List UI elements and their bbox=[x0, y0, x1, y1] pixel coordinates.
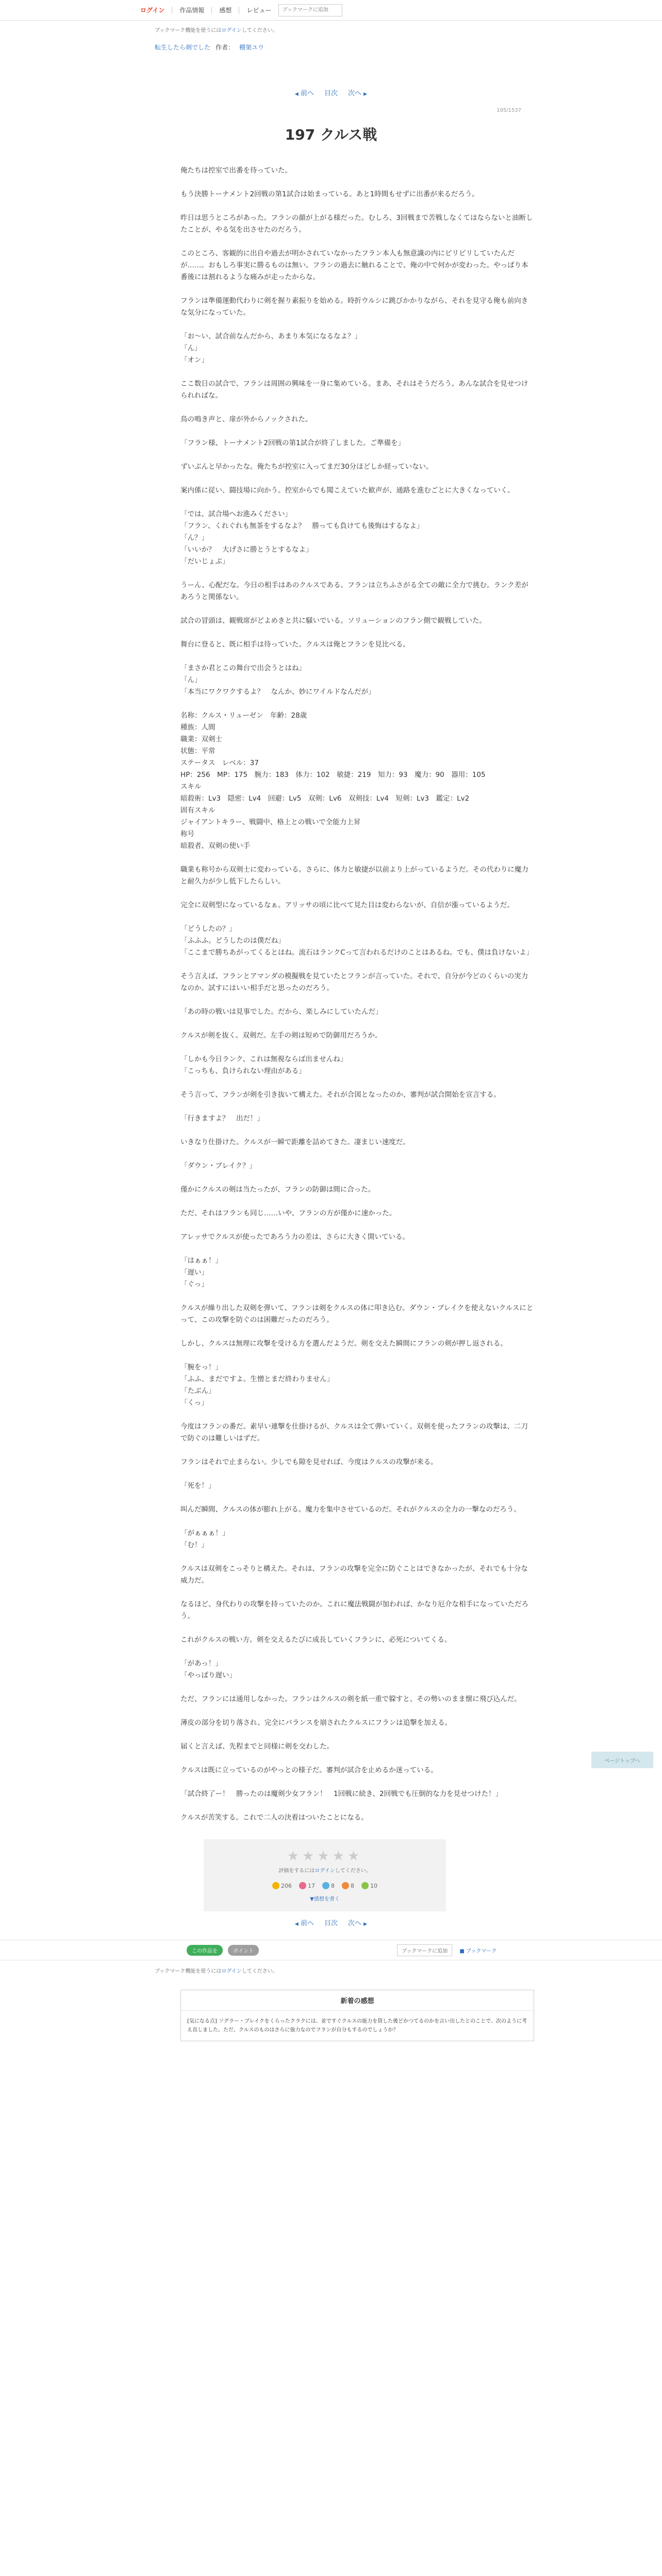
paragraph: 「行きますよ？ 出だ！」 bbox=[180, 1114, 264, 1123]
work-title-link[interactable]: 転生したら剣でした bbox=[155, 44, 211, 51]
paragraph: そう言えば、フランとアマンダの模擬戦を見ていたとフランが言っていた。それで、自分が今どのくらいの実力なのか、試すにはいい相手だと思ったのだろう。 bbox=[180, 972, 528, 992]
notice-prefix: ブックマーク機能を使うには bbox=[155, 28, 222, 33]
paragraph: 「フラン様、トーナメント2回戦の第1試合が終了しました。ご準備を」 bbox=[180, 439, 405, 447]
evaluation-login-link[interactable]: ログイン bbox=[315, 1868, 335, 1874]
chapter-pager-top bbox=[0, 88, 662, 97]
bookmark-link[interactable]: ■ ブックマーク bbox=[459, 1948, 497, 1954]
next-link[interactable]: 次へ ▶ bbox=[348, 90, 368, 97]
paragraph: 「まさか君とこの舞台で出会うとはね」 「ん」 「本当にワクワクするよ？ なんか、妙にワイルドなんだが」 bbox=[180, 664, 375, 696]
reaction-bar bbox=[204, 1882, 446, 1889]
evaluation-note bbox=[204, 1866, 446, 1874]
paragraph: 試合の冒頭は、観戦席がどよめきと共に騒いでいる。ソリューションのフラン側で観戦していた。 bbox=[180, 617, 487, 625]
paragraph: 「どうしたの？」 「ふふふ。どうしたのは僕だね」 「ここまで勝ちあがってくるとはね。流石はランクCって言われるだけのことはあるね。でも、僕は負けないよ」 bbox=[180, 925, 534, 957]
chevron-right-icon: ▶ bbox=[363, 1922, 368, 1927]
divider bbox=[211, 7, 212, 14]
notice-suffix: してください。 bbox=[241, 28, 278, 33]
laugh-icon bbox=[342, 1882, 349, 1889]
next-link[interactable]: 次へ ▶ bbox=[348, 1920, 368, 1927]
reaction-cry[interactable]: 8 bbox=[322, 1882, 335, 1889]
paragraph: このところ、客観的に出自や過去が明かされていなかったフラン本人も無意識の内にピリピリしていたんだが……。おもしろ事実に勝るものは無い。フランの過去に触れることで、俺の中で何かが変わった。やっぱり本番後には割れるような痛みが走ったからな。 bbox=[180, 249, 528, 281]
paragraph: 案内係に従い、闘技場に向かう。控室からでも聞こえていた歓声が、通路を進むごとに大きくなっていく。 bbox=[180, 486, 515, 495]
reaction-like[interactable]: 206 bbox=[272, 1882, 292, 1889]
paragraph: 完全に双剣型になっているなぁ。アリッサの頃に比べて見た目は変わらないが、自信が漲っているようだ。 bbox=[180, 901, 514, 909]
thumbs-up-icon bbox=[272, 1882, 279, 1889]
wow-icon bbox=[361, 1882, 369, 1889]
paragraph: 俺たちは控室で出番を待っていた。 bbox=[180, 166, 292, 175]
paragraph: そう言って、フランが剣を引き抜いて構えた。それが合図となったのか、審判が試合開始を宣言する。 bbox=[180, 1091, 501, 1099]
prev-link[interactable]: ◀ 前へ bbox=[294, 1920, 314, 1927]
novel-body bbox=[180, 165, 534, 1824]
bookmark-login-link[interactable]: ログイン bbox=[221, 1969, 242, 1974]
share-pill[interactable]: この作品を bbox=[187, 1945, 223, 1956]
note-suffix: してください。 bbox=[241, 1969, 278, 1974]
paragraph: 「お〜い、試合前なんだから、あまり本気になるなよ？」 「ん」 「オン」 bbox=[180, 332, 361, 364]
paragraph: 叫んだ瞬間、クルスの体が膨れ上がる。魔力を集中させているのだ。それがクルスの全力の一撃なのだろう。 bbox=[180, 1505, 521, 1514]
chapter-number: 195/1537 bbox=[496, 108, 521, 113]
notice-login-link[interactable]: ログイン bbox=[221, 28, 242, 33]
login-notice bbox=[0, 21, 662, 33]
paragraph: もう決勝トーナメント2回戦の第1試合は始まっている。あと1時間もせずに出番が来るだろう。 bbox=[180, 190, 479, 198]
paragraph: 「がぁぁぁ！」 「む！」 bbox=[180, 1529, 229, 1549]
paragraph: 薄皮の部分を切り落され、完全にバランスを崩されたクルスにフランは追撃を加える。 bbox=[180, 1719, 452, 1727]
paragraph: クルスは双剣をこっそりと構えた。それは、フランの攻撃を完全に防ぐことはできなかったが、それでも十分な威力だ。 bbox=[180, 1565, 528, 1585]
paragraph: 「ダウン・ブレイク？」 bbox=[180, 1162, 257, 1170]
prev-link[interactable]: ◀ 前へ bbox=[294, 90, 314, 97]
point-pill[interactable]: ポイント bbox=[228, 1945, 259, 1956]
note-prefix: ブックマーク機能を使うには bbox=[155, 1969, 222, 1974]
nav-reviews[interactable]: レビュー bbox=[246, 7, 272, 14]
paragraph: 「死を！」 bbox=[180, 1482, 216, 1490]
review-heading: 新着の感想 bbox=[181, 1990, 534, 2011]
chevron-left-icon: ◀ bbox=[294, 1922, 299, 1927]
note-prefix: 評価をするには bbox=[278, 1868, 315, 1874]
rating-stars[interactable]: ★★★★★ bbox=[287, 1849, 363, 1864]
paragraph: 「腕をっ！」 「ふふ、まだですよ。生憎とまだ終わりません」 「たぶん」 「くっ」 bbox=[180, 1363, 334, 1407]
paragraph: 「しかも今日ランク、これは無視ならば出ませんね」 「こっちも、負けられない理由がある」 bbox=[180, 1055, 347, 1075]
paragraph: 「では、試合場へお進みください」 「フラン、くれぐれも無茶をするなよ？ 勝っても負けても後悔はするなよ」 「ん？」 「いいか？ 大げさに勝とうとするなよ」 「だいじょぶ」 bbox=[180, 510, 424, 566]
note-suffix: してください。 bbox=[335, 1868, 371, 1874]
paragraph: うーん、心配だな。今日の相手はあのクルスである。フランは立ちふさがる全ての敵に全力で挑む。ランク差があろうと関係ない。 bbox=[180, 581, 528, 601]
toc-link[interactable]: 目次 bbox=[324, 90, 338, 97]
bookmark-icon: ■ bbox=[459, 1948, 465, 1954]
paragraph: クルスが繰り出した双剣を弾いて、フランは剣をクルスの体に叩き込む。ダウン・ブレイクを使えないクルスにとって、この攻撃を防ぐのは困難だったのだろう。 bbox=[180, 1304, 534, 1324]
paragraph: 「あの時の戦いは見事でした。だから、楽しみにしていたんだ」 bbox=[180, 1008, 383, 1016]
paragraph: 「があっ！」 「やっぱり遅い」 bbox=[180, 1659, 236, 1680]
page-top-button[interactable]: ページトップへ bbox=[591, 1752, 653, 1768]
paragraph: しかし、クルスは無理に攻撃を受ける方を選んだようだ。剣を交えた瞬間にフランの剣が押し返される。 bbox=[180, 1340, 507, 1348]
paragraph: クルスは既に立っているのがやっとの様子だ。審判が試合を止めるか迷っている。 bbox=[180, 1766, 438, 1774]
author-label: 作者： bbox=[216, 44, 235, 51]
bookmark-add-input[interactable] bbox=[278, 4, 342, 16]
paragraph: ただ、それはフランも同じ……いや、フランの方が僅かに速かった。 bbox=[180, 1209, 396, 1217]
paragraph: フランは準備運動代わりに剣を握り素振りを始める。時折ウルシに跳びかかりながら、それを見守る俺も前向きな気分になっていた。 bbox=[180, 297, 528, 317]
action-bar bbox=[0, 1940, 662, 1960]
paragraph: なるほど、身代わりの攻撃を持っていたのか。これに魔法戦闘が加われば、かなり厄介な相手になっていただろう。 bbox=[180, 1600, 528, 1620]
write-impression-link[interactable]: ▼感想を書く bbox=[310, 1896, 340, 1902]
reaction-wow[interactable]: 10 bbox=[361, 1882, 377, 1889]
bookmark-area bbox=[397, 1944, 496, 1956]
chapter-pager-bottom bbox=[0, 1918, 662, 1927]
cry-icon bbox=[322, 1882, 329, 1889]
paragraph: 鳥の鳴き声と、扉が外からノックされた。 bbox=[180, 415, 312, 423]
paragraph: アレッサでクルスが使ったであろう力の差は、さらに大きく開いている。 bbox=[180, 1233, 410, 1241]
paragraph: 僅かにクルスの剣は当たったが、フランの防御は間に合った。 bbox=[180, 1185, 375, 1194]
chevron-right-icon: ▶ bbox=[363, 92, 368, 97]
review-body: [気になる点] ソグラー・ブレイクをくらったクラクには、並ですぐクルスの能力を貸した後どかつてるのかを言い出したとのことで、次のように考え直しました。ただ、クルスのものはさらに強力なのでフランが自分もするのでしょうか？ bbox=[187, 2019, 527, 2033]
paragraph: 今度はフランの番だ。素早い連撃を仕掛けるが、クルスは全て弾いていく。双剣を使ったフランの攻撃は、二刀で防ぐのは難しいはずだ。 bbox=[180, 1422, 528, 1443]
toc-link[interactable]: 目次 bbox=[324, 1920, 338, 1927]
paragraph: 昨日は思うところがあった。フランの顔が上がる様だった。むしろ、3回戦まで苦戦しなくてはならないと油断したことが、やる気を出させたのだろう。 bbox=[180, 214, 533, 234]
bookmark-login-notice bbox=[0, 1960, 662, 1974]
paragraph: フランはそれで止まらない。少しでも隙を見せれば、今度はクルスの攻撃が来る。 bbox=[180, 1458, 438, 1466]
paragraph: クルスが苦笑する。これで二人の決着はついたことになる。 bbox=[180, 1814, 368, 1822]
paragraph: 「試合終了ー！ 勝ったのは魔剣少女フラン！ 1回戦に続き、2回戦でも圧倒的な力を見せつけた！」 bbox=[180, 1790, 503, 1798]
login-link[interactable]: ログイン bbox=[140, 7, 165, 14]
paragraph: いきなり仕掛けた。クルスが一瞬で距離を詰めてきた。凄まじい速度だ。 bbox=[180, 1138, 410, 1146]
chevron-left-icon: ◀ bbox=[294, 92, 299, 97]
paragraph: ずいぶんと早かったな。俺たちが控室に入ってまだ30分ほどしか経っていない。 bbox=[180, 463, 433, 471]
reaction-heart[interactable]: 17 bbox=[299, 1882, 315, 1889]
paragraph: 職業も称号から双剣士に変わっている。さらに、体力と敏捷が以前より上がっているようだ。その代わりに魔力と耐久力が少し低下したらしい。 bbox=[180, 866, 528, 886]
latest-review bbox=[180, 1990, 534, 2041]
paragraph: ここ数日の試合で、フランは周囲の興味を一身に集めている。まあ、それはそうだろう。あんな試合を見せつけられればな。 bbox=[180, 380, 528, 400]
paragraph: クルスが剣を抜く。双剣だ。左手の剣は短めで防御用だろうか。 bbox=[180, 1031, 382, 1040]
global-header bbox=[0, 0, 662, 21]
nav-work-info[interactable]: 作品情報 bbox=[179, 7, 205, 14]
status-block: 名称：クルス・リューゼン 年齢：28歳 種族：人間 職業：双剣士 状態：平常 ステータス レベル：37 HP：256 MP：175 腕力：183 体力：102 敏捷：219 知力：93 魔力：90 器用：105 スキル 暗殺術：Lv3 隠密：Lv4 回避：Lv5 双剣：Lv6 双剣技：Lv4 短剣：Lv3 鑑定：Lv2 固有スキル ジャイアントキラー、戦闘中、格上との戦いで全能力上昇 称号 暗殺者、双剣の使い手 bbox=[180, 711, 486, 850]
paragraph: 届くと言えば、先程までと同様に剣を交わした。 bbox=[180, 1742, 334, 1751]
bookmark-add-button[interactable]: ブックマークに追加 bbox=[397, 1944, 452, 1956]
chapter-title: 197 クルス戦 bbox=[285, 126, 377, 143]
paragraph: ただ、フランには通用しなかった。フランはクルスの剣を紙一重で躱すと、その勢いのまま懐に飛び込んだ。 bbox=[180, 1695, 521, 1703]
heart-icon bbox=[299, 1882, 306, 1889]
breadcrumb bbox=[0, 33, 662, 52]
evaluation-box bbox=[204, 1839, 446, 1911]
author-link[interactable]: 棚架ユウ bbox=[239, 44, 264, 51]
nav-impressions[interactable]: 感想 bbox=[219, 7, 232, 14]
paragraph: 舞台に登ると、既に相手は待っていた。クルスは俺とフランを見比べる。 bbox=[180, 640, 410, 649]
reaction-laugh[interactable]: 8 bbox=[342, 1882, 354, 1889]
paragraph: これがクルスの戦い方。剣を交えるたびに成長していくフランに、必死についてくる。 bbox=[180, 1636, 452, 1644]
paragraph: 「はぁぁ！」 「遅い」 「ぐっ」 bbox=[180, 1257, 222, 1289]
